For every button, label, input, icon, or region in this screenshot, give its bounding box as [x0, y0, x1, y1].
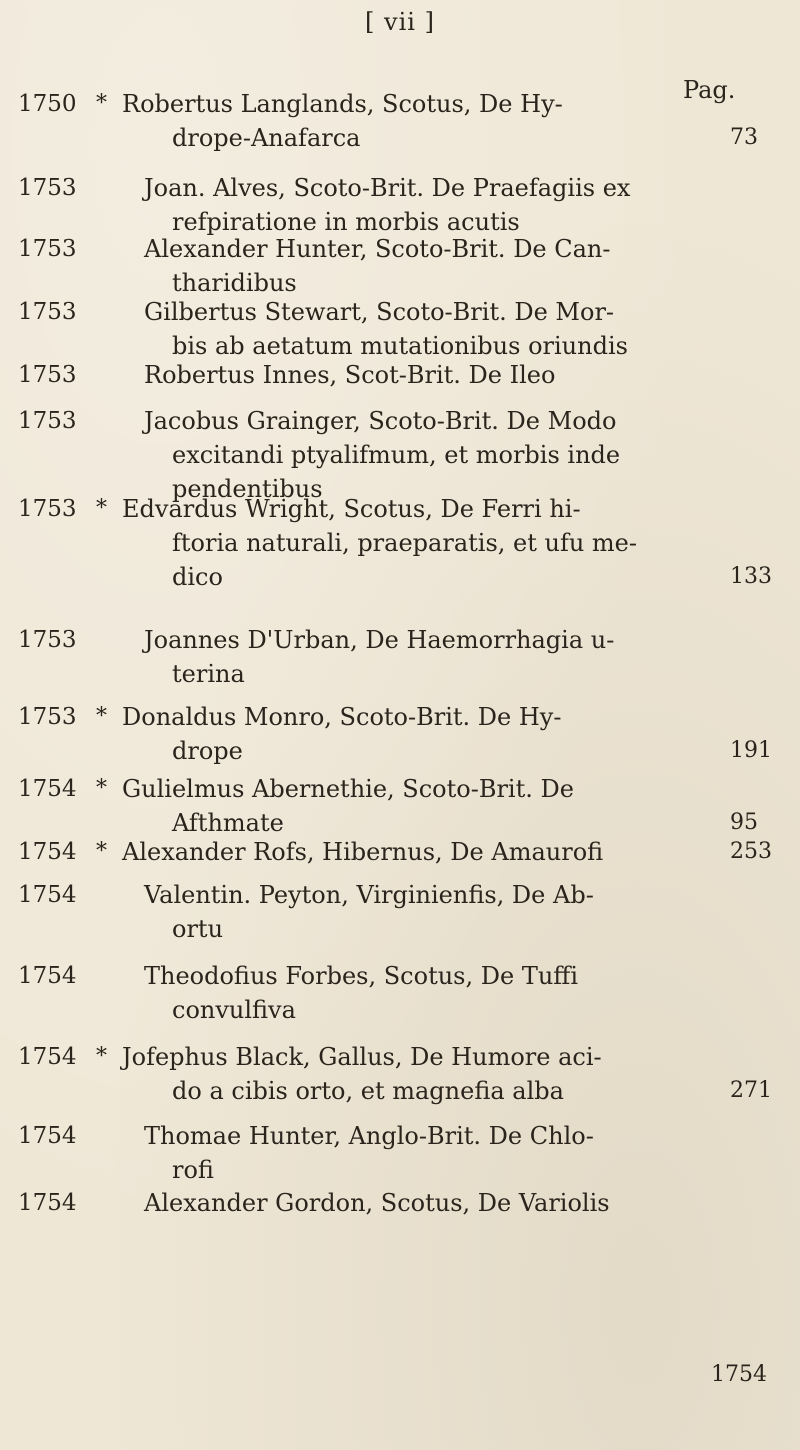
entry-year: 1753: [18, 362, 77, 388]
entry-continuation: ortu: [172, 915, 224, 943]
entry-title: Alexander Hunter, Scoto-Brit. De Can-: [144, 235, 611, 263]
catalog-entry: [0, 172, 800, 240]
entry-year: 1753: [18, 408, 77, 434]
catalog-entry: [0, 624, 800, 692]
entry-page-number: 271: [730, 1078, 772, 1103]
entry-continuation: do a cibis orto, et magnefia alba: [172, 1077, 564, 1105]
catalog-entry: [0, 359, 800, 393]
entry-marker: *: [96, 1044, 107, 1069]
entry-year: 1754: [18, 839, 77, 865]
entry-continuation: tharidibus: [172, 269, 297, 297]
entry-title: Donaldus Monro, Scoto-Brit. De Hy-: [122, 703, 562, 731]
entry-title: Theodofius Forbes, Scotus, De Tuffi: [144, 962, 579, 990]
entry-page-number: 191: [730, 738, 772, 763]
entry-marker: *: [96, 839, 107, 864]
entry-title: Jofephus Black, Gallus, De Humore aci-: [122, 1043, 602, 1071]
entry-title: Thomae Hunter, Anglo-Brit. De Chlo-: [144, 1122, 594, 1150]
entry-continuation: rofi: [172, 1156, 214, 1184]
catalog-entry: [0, 1041, 800, 1109]
entry-title: Joannes D'Urban, De Haemorrhagia u-: [144, 626, 615, 654]
entry-marker: *: [96, 704, 107, 729]
entry-year: 1753: [18, 704, 77, 730]
entry-page-number: 95: [730, 810, 758, 835]
entry-title: Edvardus Wright, Scotus, De Ferri hi-: [122, 495, 581, 523]
entry-year: 1753: [18, 496, 77, 522]
catalog-entry: [0, 1187, 800, 1221]
entry-continuation: ftoria naturali, praeparatis, et ufu me-: [172, 529, 637, 557]
entry-title: Alexander Rofs, Hibernus, De Amaurofi: [122, 838, 604, 866]
page-header: [ vii ]: [365, 8, 435, 36]
entry-year: 1754: [18, 776, 77, 802]
entry-marker: *: [96, 776, 107, 801]
entry-page-number: 133: [730, 564, 772, 589]
catalog-entry: [0, 836, 800, 870]
entry-marker: *: [96, 91, 107, 116]
entry-continuation: terina: [172, 660, 245, 688]
entry-year: 1753: [18, 627, 77, 653]
catalog-entry: [0, 296, 800, 364]
entry-year: 1754: [18, 1044, 77, 1070]
entry-title: Gilbertus Stewart, Scoto-Brit. De Mor-: [144, 298, 615, 326]
catchword: 1754: [711, 1362, 767, 1387]
catalog-entry: [0, 701, 800, 769]
entry-year: 1753: [18, 236, 77, 262]
entry-title: Gulielmus Abernethie, Scoto-Brit. De: [122, 775, 574, 803]
entry-continuation: excitandi ptyalifmum, et morbis inde: [172, 441, 621, 469]
page-column-label: Pag.: [683, 76, 736, 104]
entry-year: 1753: [18, 299, 77, 325]
entry-year: 1750: [18, 91, 77, 117]
catalog-entry: [0, 879, 800, 947]
entry-title: Jacobus Grainger, Scoto-Brit. De Modo: [144, 407, 617, 435]
entry-year: 1754: [18, 963, 77, 989]
entry-page-number: 73: [730, 125, 758, 150]
entry-year: 1754: [18, 882, 77, 908]
catalog-entry: [0, 960, 800, 1028]
entry-title: Alexander Gordon, Scotus, De Variolis: [144, 1189, 610, 1217]
catalog-entry: [0, 233, 800, 301]
entry-title: Joan. Alves, Scoto-Brit. De Praefagiis ex: [144, 174, 631, 202]
entry-continuation: dico: [172, 563, 223, 591]
entry-title: Valentin. Peyton, Virginienfis, De Ab-: [144, 881, 594, 909]
entry-title: Robertus Langlands, Scotus, De Hy-: [122, 90, 563, 118]
entry-title: Robertus Innes, Scot-Brit. De Ileo: [144, 361, 556, 389]
entry-continuation: pendentibus: [172, 475, 323, 503]
entry-continuation: bis ab aetatum mutationibus oriundis: [172, 332, 628, 360]
entry-year: 1754: [18, 1123, 77, 1149]
catalog-entry: [0, 773, 800, 841]
catalog-entry: [0, 88, 800, 156]
catalog-entry: [0, 1120, 800, 1188]
entry-continuation: Afthmate: [172, 809, 284, 837]
entry-year: 1754: [18, 1190, 77, 1216]
entry-year: 1753: [18, 175, 77, 201]
entry-continuation: convulfiva: [172, 996, 296, 1024]
catalog-entry: [0, 493, 800, 595]
entry-marker: *: [96, 496, 107, 521]
entry-continuation: drope: [172, 737, 243, 765]
entry-continuation: drope-Anafarca: [172, 124, 361, 152]
entry-continuation: refpiratione in morbis acutis: [172, 208, 520, 236]
entry-page-number: 253: [730, 839, 772, 864]
catalog-entry: [0, 405, 800, 507]
